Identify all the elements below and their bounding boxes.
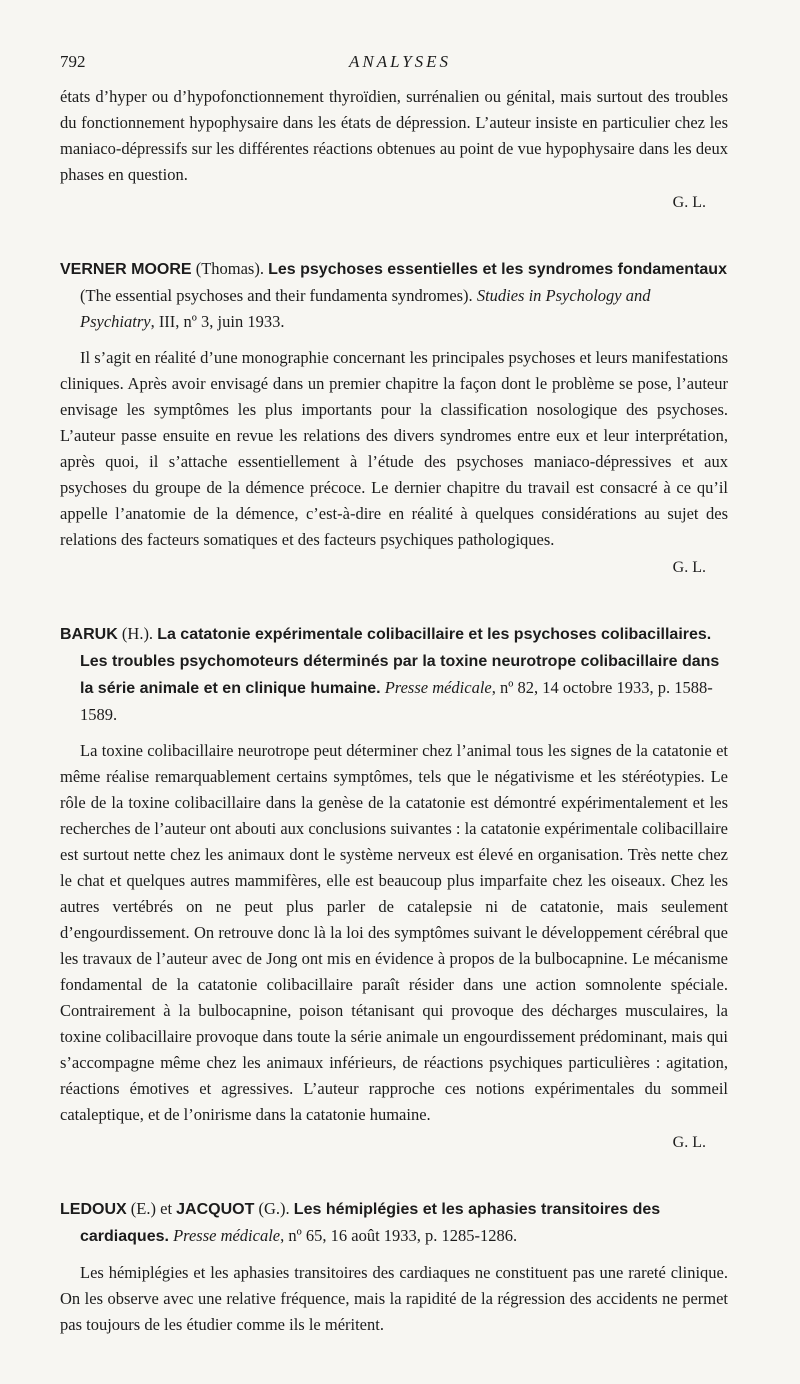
article-journal: Presse médicale [173, 1226, 281, 1245]
intro-signature: G. L. [672, 194, 706, 211]
article-reference-details: , III, nº 3, juin 1933. [150, 312, 285, 331]
article-reference: (The essential psychoses and their fundamenta syndromes). [80, 286, 477, 305]
article-heading [60, 1196, 728, 1250]
article-body: Les hémiplégies et les aphasies transitoires des cardiaques ne constituent pas une rareté clinique. On les observe avec une relative fréquence, mais la rapidité de la régression des accidents ne permet pas toujours de les étudier comme ils le méritent. [60, 1263, 728, 1334]
article-author: VERNER MOORE [60, 261, 192, 278]
article-author-2-extra: (G.). [254, 1199, 294, 1218]
article-baruk [60, 621, 728, 1156]
article-signature: G. L. [672, 1134, 706, 1151]
intro-paragraph: états d’hyper ou d’hypofonctionnement thyroïdien, surrénalien ou génital, mais surtout des troubles du fonctionnement hypophysaire dans les états de dépression. L’auteur insiste en particulier chez les maniaco-dépressifs sur les différentes réactions obtenues au point de vue hypophysaire dans les deux phases en question. [60, 87, 728, 184]
article-author-extra: (H.). [117, 624, 158, 643]
article-title: Les psychoses essentielles et les syndromes fondamentaux [268, 261, 727, 278]
article-body: La toxine colibacillaire neurotrope peut déterminer chez l’animal tous les signes de la catatonie et même réalise remarquablement certains symptômes, tels que le négativisme et les stéréotypies. Le rôle de la toxine colibacillaire dans la genèse de la catatonie est démontré expérimentalement et les recherches de l’auteur ont abouti aux conclusions suivantes : la catatonie expérimentale colibacillaire est surtout nette chez les animaux dont le système nerveux est élevé en organisation. Très nette chez le chat et quelques autres mammifères, elle est beaucoup plus imparfaite chez les oiseaux. Chez les autres vertébrés on ne peut plus parler de catalepsie ni de catatonie, mais seulement d’engourdissement. On retrouve donc là la loi des symptômes suivant le développement cérébral que les travaux de l’auteur avec de Jong ont mis en évidence à propos de la bulbocapnine. Le mécanisme fondamental de la catatonie colibacillaire paraît résider dans une action somnolente spéciale. Contrairement à la bulbocapnine, poison tétanisant qui provoque des décharges musculaires, la toxine colibacillaire provoque dans toute la série animale un engourdissement prédominant, mais qui s’accompagne même chez les animaux inférieurs, de réactions psychiques particulières : agitation, réactions émotives et agressives. L’auteur rapproche ces notions expérimentales du sommeil cataleptique, et de l’onirisme dans la catatonie humaine. [60, 741, 728, 1124]
article-author-extra: (E.) et [126, 1199, 177, 1218]
article-reference-details: , nº 65, 16 août 1933, p. 1285-1286. [280, 1226, 518, 1245]
article-verner-moore [60, 256, 728, 581]
article-heading [60, 621, 728, 728]
article-author: BARUK [60, 626, 118, 643]
running-head: ANALYSES [348, 52, 452, 71]
article-author: LEDOUX [60, 1201, 127, 1218]
article-title: Les hémiplégies et les aphasies transitoires des cardiaques. [80, 1201, 661, 1245]
article-title: La catatonie expérimentale colibacillaire et les psychoses colibacillaires. Les troubles psychomoteurs déterminés par la toxine neurotrope colibacillaire dans la série animale et en clinique humaine. [80, 626, 720, 697]
article-reference-details: , nº 82, 14 octobre 1933, p. 1588-1589. [80, 678, 713, 724]
article-heading [60, 256, 728, 335]
page-content [60, 84, 728, 1340]
article-author-extra: (Thomas). [191, 259, 269, 278]
article-journal: Presse médicale [384, 678, 492, 697]
article-body: Il s’agit en réalité d’une monographie concernant les principales psychoses et leurs manifestations cliniques. Après avoir envisagé dans un premier chapitre la façon dont le problème se pose, l’auteur envisage les symptômes les plus importants pour la classification nosologique des psychoses. L’auteur passe ensuite en revue les relations des divers syndromes entre eux et leur interprétation, après quoi, il s’attache essentiellement à l’étude des psychoses maniaco-dépressives et aux psychoses du groupe de la démence précoce. Le dernier chapitre du travail est consacré à ce qu’il appelle l’anatomie de la démence, c’est-à-dire en réalité à quelques considérations au sujet des relations des facteurs somatiques et des facteurs psychiques pathologiques. [60, 348, 728, 549]
article-signature: G. L. [672, 559, 706, 576]
running-header [60, 52, 740, 74]
page-number: 792 [60, 52, 86, 71]
article-author-2: JACQUOT [176, 1201, 255, 1218]
article-journal: Studies in Psychology and Psychiatry [80, 286, 651, 331]
article-ledoux-jacquot [60, 1196, 728, 1338]
